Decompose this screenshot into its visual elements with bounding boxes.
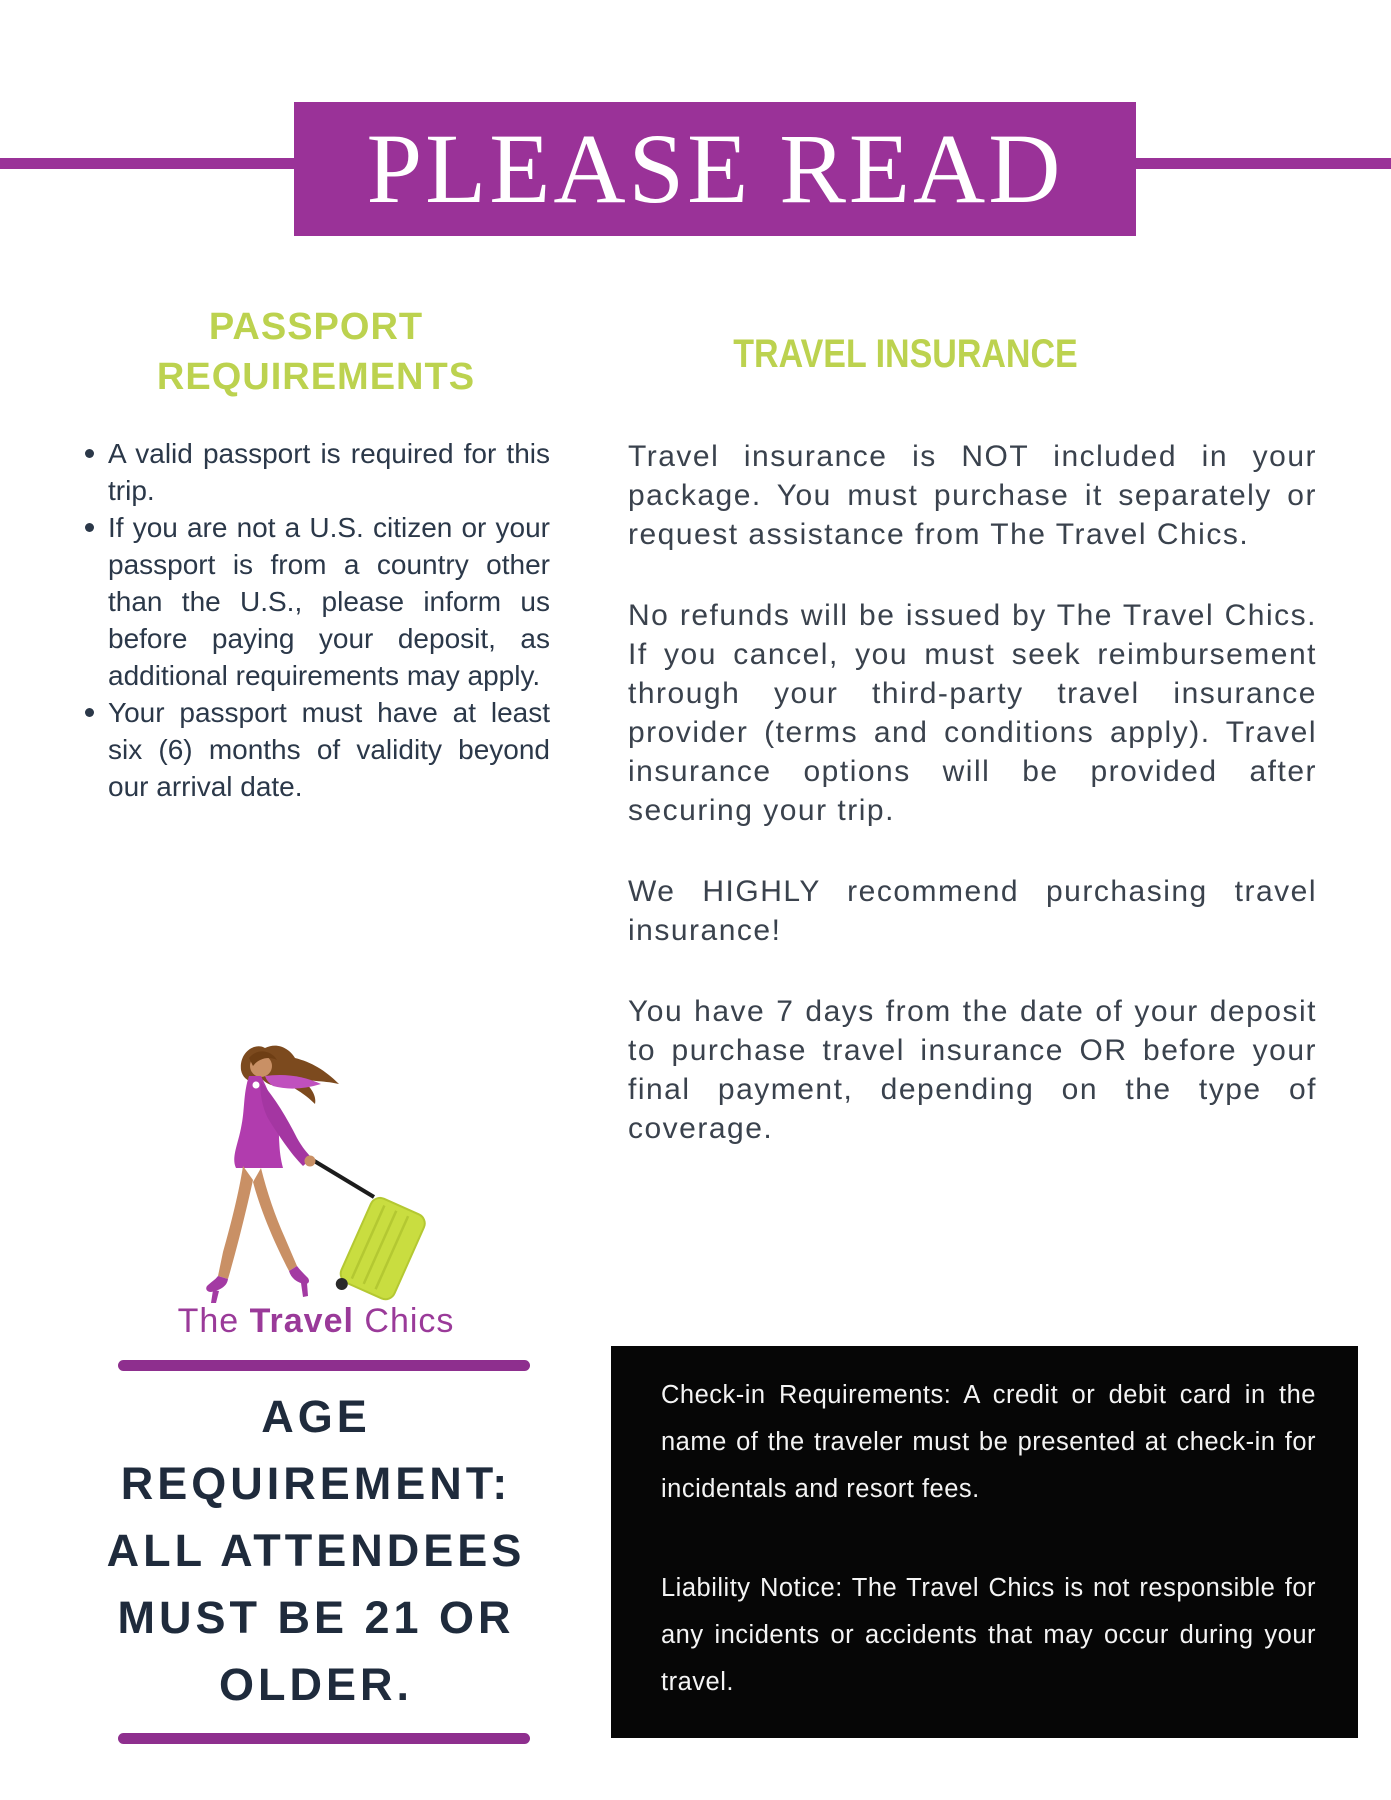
front-shoe — [206, 1276, 228, 1292]
passport-bullet-list — [85, 435, 550, 805]
age-line: MUST BE 21 OR — [117, 1592, 515, 1643]
logo-word-the: The — [177, 1302, 240, 1340]
passport-requirements-heading: PASSPORT REQUIREMENTS — [156, 306, 476, 398]
travel-insurance-heading: TRAVEL INSURANCE — [733, 332, 1078, 376]
age-line: OLDER. — [218, 1659, 413, 1710]
back-shoe-heel — [301, 1283, 308, 1297]
age-line: AGE — [261, 1391, 371, 1442]
front-leg — [218, 1166, 253, 1279]
logo-wordmark — [75, 1302, 557, 1341]
notice-box — [611, 1346, 1358, 1738]
bullet-item: If you are not a U.S. citizen or your passport is from a country other than the U.S., please inform us before paying your deposit, as additional requirements may apply. — [85, 509, 550, 694]
travel-insurance-body — [628, 437, 1317, 1190]
logo-word-chics: Chics — [364, 1302, 455, 1340]
back-leg — [253, 1168, 297, 1271]
divider-line-top — [118, 1360, 530, 1371]
checkin-notice: Check-in Requirements: A credit or debit card in the name of the traveler must be presented at check-in for incidentals and resort fees. — [661, 1381, 1316, 1503]
insurance-paragraph: No refunds will be issued by The Travel Chics. If you cancel, you must seek reimbursement through your third-party travel insurance provider (terms and conditions apply). Travel insurance options will be provided after securing your trip. — [628, 599, 1317, 827]
suitcase-icon — [334, 1195, 428, 1310]
bullet-item: A valid passport is required for this trip. — [85, 435, 550, 509]
age-requirement — [75, 1383, 557, 1718]
travel-chics-logo-illustration — [203, 1040, 443, 1310]
suitcase-handle — [311, 1159, 374, 1197]
banner-line-left — [0, 158, 294, 169]
insurance-paragraph: We HIGHLY recommend purchasing travel insurance! — [628, 875, 1317, 947]
hand — [305, 1156, 316, 1167]
liability-notice: Liability Notice: The Travel Chics is not responsible for any incidents or accidents that may occur during your travel. — [661, 1574, 1316, 1696]
top-banner — [294, 102, 1136, 236]
banner-title: PLEASE READ — [366, 113, 1064, 224]
divider-line-bottom — [118, 1733, 530, 1744]
bullet-item: Your passport must have at least six (6) months of validity beyond our arrival date. — [85, 694, 550, 805]
insurance-paragraph: Travel insurance is NOT included in your package. You must purchase it separately or request assistance from The Travel Chics. — [628, 440, 1317, 551]
age-line: ALL ATTENDEES — [106, 1525, 526, 1576]
logo-word-travel: Travel — [249, 1302, 354, 1340]
insurance-paragraph: You have 7 days from the date of your deposit to purchase travel insurance OR before your final payment, depending on the type of coverage. — [628, 995, 1317, 1145]
age-line: REQUIREMENT: — [120, 1458, 512, 1509]
banner-line-right — [1136, 158, 1391, 169]
neckline — [253, 1082, 260, 1089]
